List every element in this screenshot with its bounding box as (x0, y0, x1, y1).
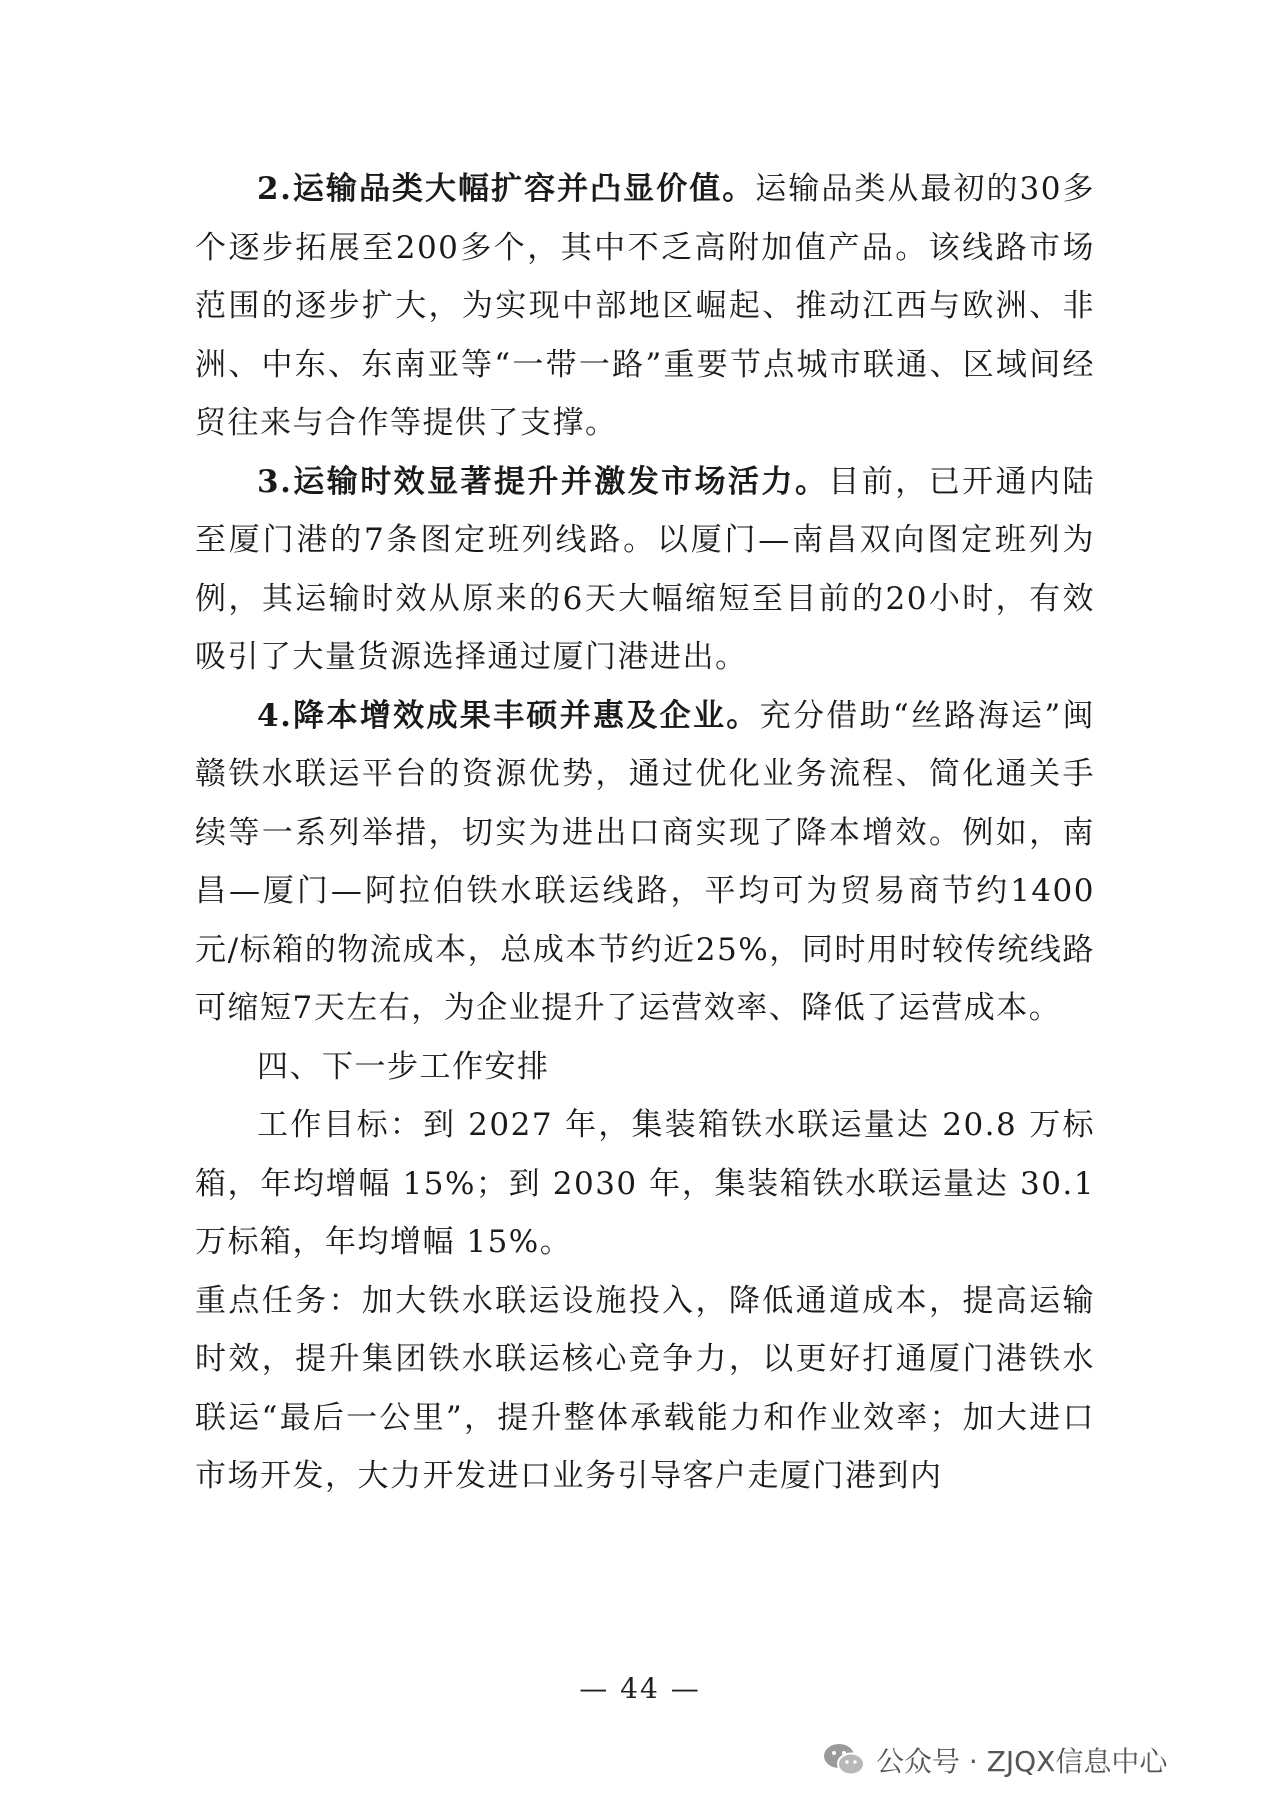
paragraph-body: 运输品类从最初的30多个逐步拓展至200多个，其中不乏高附加值产品。该线路市场范围的逐步扩大，为实现中部地区崛起、推动江西与欧洲、非洲、中东、东南亚等“一带一路”重要节点城市联通、区域间经贸往来与合作等提供了支撑。 (195, 171, 1095, 441)
paragraph-transport-efficiency (195, 453, 1095, 687)
paragraph-body: 目前，已开通内陆至厦门港的7条图定班列线路。以厦门—南昌双向图定班列为例，其运输时效从原来的6天大幅缩短至目前的20小时，有效吸引了大量货源选择通过厦门港进出。 (195, 463, 1095, 675)
paragraph-lead: 2.运输品类大幅扩容并凸显价值。 (257, 171, 756, 207)
wechat-icon (822, 1741, 866, 1779)
watermark-text: 公众号 · ZJQX信息中心 (876, 1745, 1168, 1778)
document-page (195, 160, 1095, 1506)
paragraph-body: 充分借助“丝路海运”闽赣铁水联运平台的资源优势，通过优化业务流程、简化通关手续等一系列举措，切实为进出口商实现了降本增效。例如，南昌—厦门—阿拉伯铁水联运线路，平均可为贸易商节约1400元/标箱的物流成本，总成本节约近25%，同时用时较传统线路可缩短7天左右，为企业提升了运营效率、降低了运营成本。 (195, 697, 1095, 1026)
watermark (822, 1735, 1167, 1785)
goal-paragraph: 工作目标：到 2027 年，集装箱铁水联运量达 20.8 万标箱，年均增幅 15%；到 2030 年，集装箱铁水联运量达 30.1 万标箱，年均增幅 15%。 (195, 1107, 1095, 1260)
paragraph-cost-reduction (195, 687, 1095, 1038)
page-number: — 44 — (579, 1672, 701, 1705)
paragraph-lead: 3.运输时效显著提升并激发市场活力。 (257, 463, 829, 500)
paragraph-transport-categories (195, 160, 1095, 453)
paragraph-lead: 4.降本增效成果丰硕并惠及企业。 (257, 697, 760, 734)
section-heading: 四、下一步工作安排 (257, 1048, 550, 1085)
task-paragraph: 重点任务：加大铁水联运设施投入，降低通道成本，提高运输时效，提升集团铁水联运核心竞争力，以更好打通厦门港铁水联运“最后一公里”，提升整体承载能力和作业效率；加大进口市场开发，大力开发进口业务引导客户走厦门港到内 (195, 1282, 1095, 1494)
